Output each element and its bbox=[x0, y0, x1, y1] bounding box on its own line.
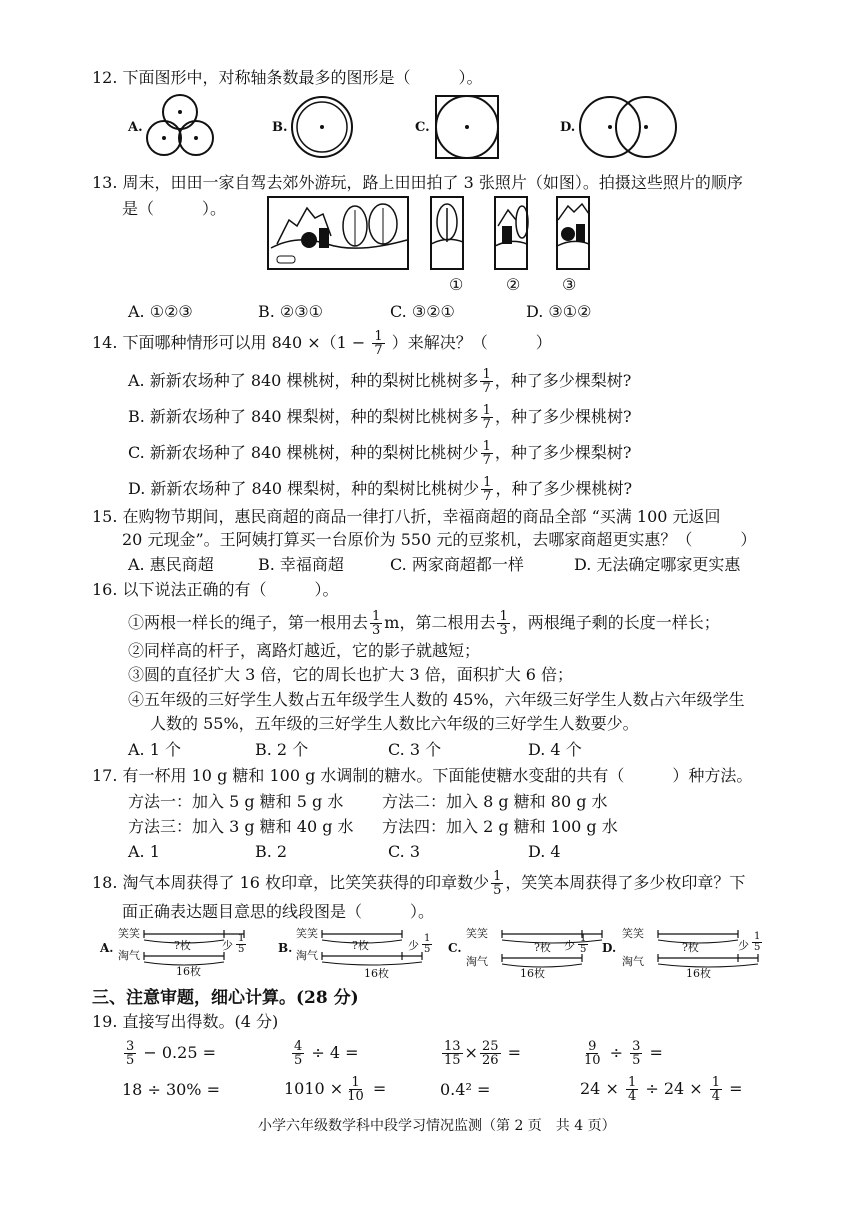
q18-lbl-xiaoxiao: 笑笑 bbox=[118, 927, 140, 940]
frac-den: 5 bbox=[126, 1053, 135, 1068]
q14-c-post: ，种了多少棵梨树? bbox=[494, 443, 632, 462]
frac-den: 26 bbox=[481, 1053, 499, 1068]
frac-den: 5 bbox=[493, 883, 502, 898]
q12-opt-c: C. bbox=[415, 120, 430, 135]
frac-num: 1 bbox=[482, 439, 491, 454]
q19-expr-3-post: = bbox=[507, 1043, 521, 1062]
q13-photo-2 bbox=[494, 196, 528, 270]
frac-num: 1 bbox=[711, 1075, 721, 1090]
frac bbox=[630, 1040, 642, 1067]
q17-method-2: 方法二：加入 8 g 糖和 80 g 水 bbox=[382, 792, 608, 811]
q16-s1-frac-b bbox=[497, 610, 509, 637]
page-footer: 小学六年级数学科中段学习情况监测（第 2 页 共 4 页） bbox=[258, 1118, 616, 1134]
q13-stem-line1: 13. 周末，田田一家自驾去郊外游玩，路上田田拍了 3 张照片（如图）。拍摄这些照片的顺序 bbox=[92, 173, 743, 192]
frac-den: 3 bbox=[499, 623, 508, 638]
q16-statement-2: ②同样高的杆子，离路灯越近，它的影子就越短； bbox=[128, 641, 481, 660]
q18-diagram-a bbox=[100, 924, 250, 980]
q18-lbl-frac bbox=[422, 934, 432, 955]
q16-statement-1 bbox=[128, 610, 720, 637]
q18-lbl-less: 少 bbox=[738, 939, 749, 952]
q18-lbl-frac bbox=[236, 934, 246, 955]
q13-choice-c: C. ③②① bbox=[390, 302, 455, 321]
q16-s1-pre: ①两根一样长的绳子，第一根用去 bbox=[128, 613, 369, 632]
frac-num: 1 bbox=[754, 931, 761, 942]
q18-lbl-taoqi: 淘气 bbox=[622, 955, 644, 968]
q14-c-pre: C. 新新农场种了 840 棵桃树，种的梨树比桃树少 bbox=[128, 443, 479, 462]
q18-lbl-less: 少 bbox=[564, 939, 575, 952]
q19-expr-6 bbox=[284, 1076, 386, 1103]
frac-den: 5 bbox=[238, 944, 245, 955]
q16-choice-c: C. 3 个 bbox=[388, 740, 442, 759]
q18-lbl-q: ?枚 bbox=[174, 939, 191, 952]
q19-expr-4-post: = bbox=[649, 1043, 663, 1062]
q19-expr-5: 18 ÷ 30% = bbox=[122, 1080, 220, 1099]
q12-figure-c bbox=[434, 94, 500, 160]
frac-den: 7 bbox=[482, 453, 491, 468]
q17-choice-a: A. 1 bbox=[128, 842, 160, 861]
q14-b-fraction bbox=[481, 404, 493, 431]
q18-lbl-16: 16枚 bbox=[520, 967, 545, 980]
q13-stem-line2: 是（ ）。 bbox=[122, 199, 227, 218]
q13-photo-label-2: ② bbox=[506, 275, 521, 294]
q12-opt-a: A. bbox=[128, 120, 143, 135]
q16-s1-mid: m，第二根用去 bbox=[384, 613, 496, 632]
op: ÷ bbox=[609, 1043, 624, 1062]
q19-stem: 19. 直接写出得数。(4 分) bbox=[92, 1012, 279, 1031]
q14-d-pre: D. 新新农场种了 840 棵梨树，种的梨树比桃树少 bbox=[128, 479, 480, 498]
q17-stem: 17. 有一杯用 10 g 糖和 100 g 水调制的糖水。下面能使糖水变甜的共有（ ）种方法。 bbox=[92, 766, 753, 785]
frac-den: 7 bbox=[483, 489, 492, 504]
q18-lbl-frac bbox=[578, 934, 588, 955]
q14-a-fraction bbox=[480, 368, 492, 395]
q18-lbl-16: 16枚 bbox=[364, 967, 389, 980]
q18-lbl-q: ?枚 bbox=[682, 941, 699, 954]
q16-choice-a: A. 1 个 bbox=[128, 740, 181, 759]
q19-expr-8 bbox=[580, 1076, 743, 1103]
frac bbox=[345, 1076, 366, 1103]
q14-choice-c bbox=[128, 440, 631, 467]
frac-num: 1 bbox=[372, 609, 381, 624]
q15-choice-b: B. 幸福商超 bbox=[258, 555, 344, 574]
q13-photo-label-3: ③ bbox=[562, 275, 577, 294]
op: ÷ 24 × bbox=[645, 1079, 703, 1098]
q14-b-pre: B. 新新农场种了 840 棵梨树，种的梨树比桃树多 bbox=[128, 407, 479, 426]
q18-lbl-xiaoxiao: 笑笑 bbox=[622, 927, 644, 940]
q16-statement-4b: 人数的 55%，五年级的三好学生人数比六年级的三好学生人数要少。 bbox=[150, 714, 639, 733]
q18-fraction bbox=[491, 870, 503, 897]
q19-expr-1 bbox=[122, 1040, 216, 1067]
q16-statement-4a: ④五年级的三好学生人数占五年级学生人数的 45%，六年级三好学生人数占六年级学生 bbox=[128, 690, 745, 709]
frac-den: 3 bbox=[372, 623, 381, 638]
frac-num: 1 bbox=[351, 1075, 360, 1090]
q17-choice-b: B. 2 bbox=[255, 842, 288, 861]
frac-den: 7 bbox=[482, 417, 491, 432]
frac-den: 15 bbox=[444, 1053, 461, 1068]
frac-num: 1 bbox=[238, 933, 245, 944]
frac-den: 4 bbox=[627, 1089, 637, 1104]
q14-d-post: ，种了多少棵桃树? bbox=[495, 479, 633, 498]
q18-lbl-taoqi: 淘气 bbox=[118, 949, 140, 962]
q18-diagram-b bbox=[278, 924, 438, 980]
q18-lbl-frac bbox=[752, 932, 762, 953]
q17-choice-c: C. 3 bbox=[388, 842, 421, 861]
op: × bbox=[464, 1043, 478, 1062]
q18-opt-letter: C. bbox=[448, 941, 462, 955]
q14-b-post: ，种了多少棵桃树? bbox=[494, 407, 632, 426]
q18-diagram-d bbox=[602, 924, 772, 980]
frac bbox=[710, 1076, 722, 1103]
frac-num: 3 bbox=[126, 1039, 135, 1054]
q18-lbl-q: ?枚 bbox=[534, 941, 551, 954]
q16-choice-d: D. 4 个 bbox=[528, 740, 582, 759]
frac-den: 7 bbox=[374, 343, 383, 358]
q18-line2: 面正确表达题目意思的线段图是（ ）。 bbox=[122, 902, 435, 921]
q13-choice-a: A. ①②③ bbox=[128, 302, 193, 321]
q18-segments bbox=[322, 928, 422, 968]
q14-d-fraction bbox=[481, 476, 493, 503]
frac bbox=[442, 1040, 463, 1067]
q14-stem-post: ）来解决？（ ） bbox=[391, 333, 552, 352]
q18-lbl-xiaoxiao: 笑笑 bbox=[296, 927, 318, 940]
q18-stem-pre: 18. 淘气本周获得了 16 枚印章，比笑笑获得的印章数少 bbox=[92, 873, 490, 892]
frac bbox=[626, 1076, 638, 1103]
q18-lbl-less: 少 bbox=[222, 939, 233, 952]
q17-choice-d: D. 4 bbox=[528, 842, 561, 861]
q18-opt-letter: D. bbox=[602, 941, 617, 955]
q19-expr-1-post: − 0.25 = bbox=[143, 1043, 216, 1062]
q18-lbl-16: 16枚 bbox=[686, 967, 711, 980]
frac bbox=[582, 1040, 603, 1067]
q17-method-4: 方法四：加入 2 g 糖和 100 g 水 bbox=[382, 817, 618, 836]
frac-den: 5 bbox=[580, 944, 587, 955]
frac-num: 1 bbox=[374, 329, 383, 344]
q13-photo-3 bbox=[556, 196, 590, 270]
frac-num: 1 bbox=[482, 403, 491, 418]
q15-choice-d: D. 无法确定哪家更实惠 bbox=[574, 555, 741, 574]
frac-num: 13 bbox=[444, 1039, 461, 1054]
q14-choice-b bbox=[128, 404, 632, 431]
q19-expr-2 bbox=[290, 1040, 359, 1067]
frac-num: 1 bbox=[493, 869, 502, 884]
q14-a-pre: A. 新新农场种了 840 棵桃树，种的梨树比桃树多 bbox=[128, 371, 479, 390]
q15-choice-a: A. 惠民商超 bbox=[128, 555, 214, 574]
frac-den: 10 bbox=[584, 1053, 601, 1068]
q19-expr-8-pre: 24 × bbox=[580, 1079, 619, 1098]
q19-expr-6-post: = bbox=[372, 1079, 387, 1098]
frac-num: 1 bbox=[483, 475, 492, 490]
q12-opt-b: B. bbox=[272, 120, 288, 135]
frac-num: 25 bbox=[481, 1039, 499, 1054]
q18-lbl-less: 少 bbox=[408, 939, 419, 952]
frac-num: 9 bbox=[588, 1039, 597, 1054]
q12-figure-a bbox=[145, 92, 215, 162]
q18-lbl-taoqi: 淘气 bbox=[296, 949, 318, 962]
frac-num: 1 bbox=[482, 367, 491, 382]
frac-num: 3 bbox=[632, 1039, 641, 1054]
q13-photo-1 bbox=[430, 196, 464, 270]
q19-expr-8-post: = bbox=[729, 1079, 743, 1098]
frac-num: 1 bbox=[580, 933, 587, 944]
section-3-title: 三、注意审题，细心计算。(28 分) bbox=[92, 988, 359, 1008]
frac-num: 1 bbox=[499, 609, 508, 624]
q18-lbl-q: ?枚 bbox=[352, 939, 369, 952]
q17-method-3: 方法三：加入 3 g 糖和 40 g 水 bbox=[128, 817, 354, 836]
q15-choice-c: C. 两家商超都一样 bbox=[390, 555, 524, 574]
q18-stem bbox=[92, 870, 745, 897]
q14-stem-pre: 14. 下面哪种情形可以用 840 ×（1 − bbox=[92, 333, 366, 352]
frac-den: 5 bbox=[424, 944, 431, 955]
frac-den: 5 bbox=[754, 942, 761, 953]
q13-photo-label-1: ① bbox=[449, 275, 464, 294]
q18-diagram-c bbox=[448, 924, 608, 980]
q18-lbl-16: 16枚 bbox=[176, 965, 201, 978]
q16-s1-post: ，两根绳子剩的长度一样长； bbox=[511, 613, 720, 632]
frac-num: 1 bbox=[627, 1075, 637, 1090]
frac-num: 4 bbox=[294, 1039, 303, 1054]
q17-method-1: 方法一：加入 5 g 糖和 5 g 水 bbox=[128, 792, 344, 811]
q18-stem-post: ，笑笑本周获得了多少枚印章？下 bbox=[505, 873, 746, 892]
frac bbox=[124, 1040, 136, 1067]
q14-c-fraction bbox=[481, 440, 493, 467]
q16-stem: 16. 以下说法正确的有（ ）。 bbox=[92, 580, 339, 599]
q19-expr-3 bbox=[440, 1040, 521, 1067]
q13-landscape-picture bbox=[267, 196, 409, 270]
q14-stem bbox=[92, 330, 552, 357]
q12-opt-d: D. bbox=[560, 120, 576, 135]
q14-choice-a bbox=[128, 368, 631, 395]
q13-choice-d: D. ③①② bbox=[526, 302, 592, 321]
q12-figure-d bbox=[578, 95, 678, 159]
q14-choice-d bbox=[128, 476, 632, 503]
q15-line1: 15. 在购物节期间，惠民商超的商品一律打八折，幸福商超的商品全部 “买满 100 元返回 bbox=[92, 507, 721, 526]
q18-opt-letter: B. bbox=[278, 941, 293, 955]
q18-lbl-taoqi: 淘气 bbox=[466, 955, 488, 968]
q19-expr-2-post: ÷ 4 = bbox=[311, 1043, 359, 1062]
q14-fraction bbox=[372, 330, 384, 357]
frac-den: 7 bbox=[482, 381, 491, 396]
q12-stem: 12. 下面图形中，对称轴条数最多的图形是（ ）。 bbox=[92, 68, 483, 87]
q18-opt-letter: A. bbox=[100, 941, 114, 955]
q18-lbl-xiaoxiao: 笑笑 bbox=[466, 927, 488, 940]
q15-line2: 20 元现金”。王阿姨打算买一台原价为 550 元的豆浆机，去哪家商超更实惠？（ ） bbox=[122, 530, 757, 549]
q14-a-post: ，种了多少棵梨树? bbox=[494, 371, 632, 390]
q16-choice-b: B. 2 个 bbox=[255, 740, 309, 759]
frac bbox=[480, 1040, 501, 1067]
q13-choice-b: B. ②③① bbox=[258, 302, 323, 321]
q19-expr-7: 0.4² = bbox=[440, 1080, 491, 1099]
q12-figure-b bbox=[289, 94, 355, 160]
q16-s1-frac-a bbox=[370, 610, 382, 637]
frac-den: 5 bbox=[294, 1053, 303, 1068]
q19-expr-6-pre: 1010 × bbox=[284, 1079, 344, 1098]
frac-den: 4 bbox=[711, 1089, 721, 1104]
q19-expr-4 bbox=[580, 1040, 663, 1067]
q16-statement-3: ③圆的直径扩大 3 倍，它的周长也扩大 3 倍，面积扩大 6 倍； bbox=[128, 665, 574, 684]
frac-den: 10 bbox=[347, 1089, 364, 1104]
frac-num: 1 bbox=[424, 933, 431, 944]
frac-den: 5 bbox=[632, 1053, 641, 1068]
frac bbox=[292, 1040, 304, 1067]
